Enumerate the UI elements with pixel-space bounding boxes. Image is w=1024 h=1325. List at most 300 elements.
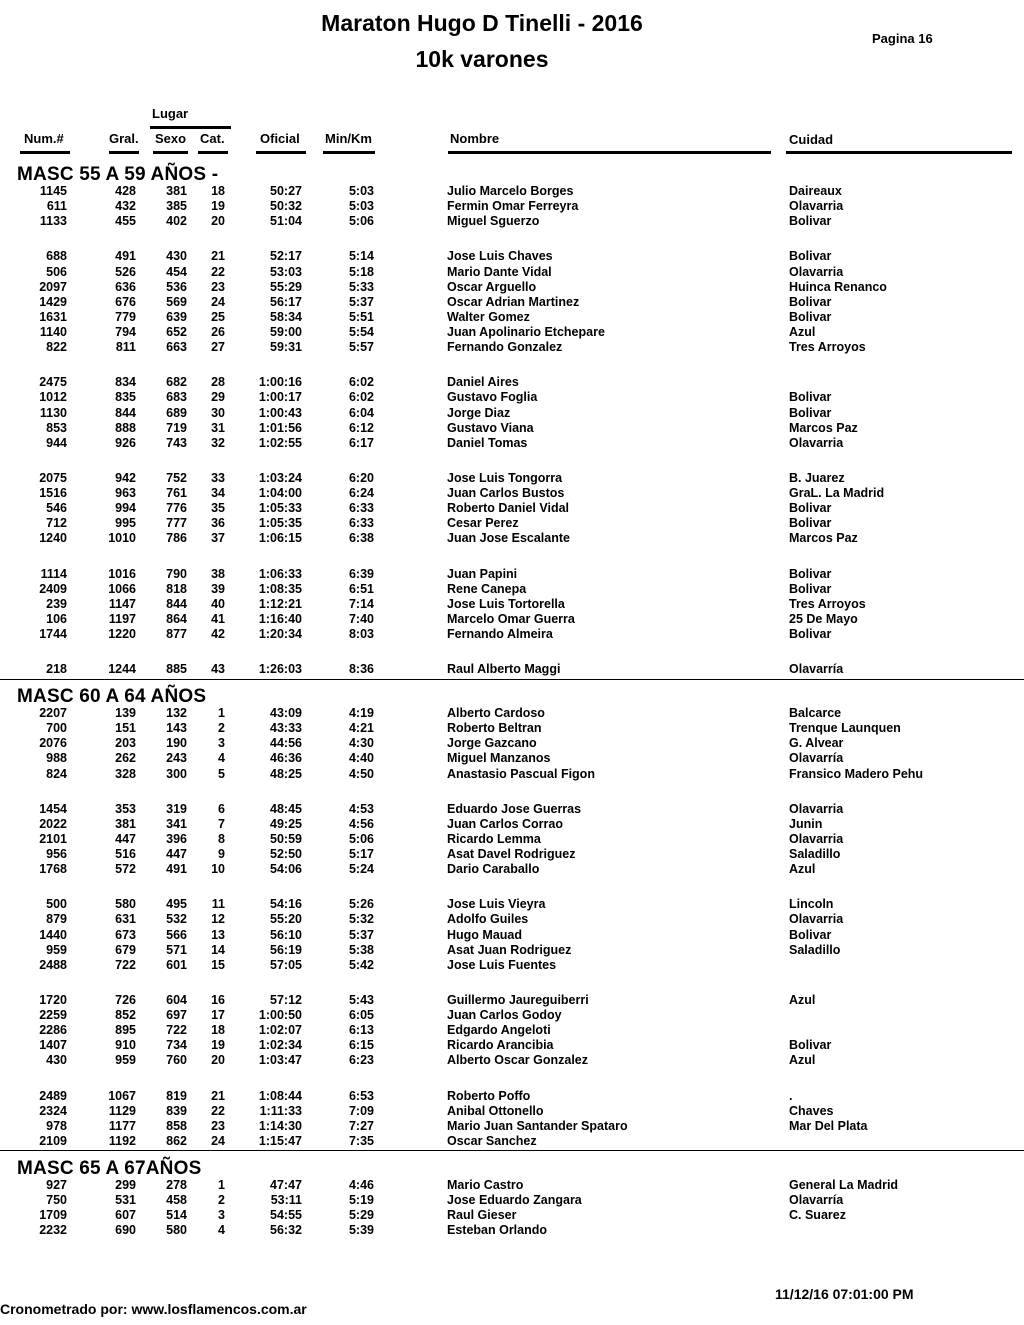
pace: 6:24: [348, 486, 374, 500]
runner-name: Fernando Almeira: [447, 627, 553, 641]
runner-name: Juan Carlos Godoy: [447, 1008, 562, 1022]
runner-name: Juan Carlos Bustos: [447, 486, 565, 500]
runner-name: Esteban Orlando: [447, 1223, 548, 1237]
gender-place: 864: [166, 612, 187, 626]
runner-city: Bolivar: [789, 1038, 832, 1052]
runner-city: Bolivar: [789, 390, 832, 404]
result-row: [0, 582, 1024, 597]
pace: 4:40: [348, 751, 374, 765]
bib-number: 2232: [39, 1223, 67, 1237]
category-place: 9: [218, 847, 225, 861]
bib-number: 2076: [39, 736, 67, 750]
gender-place: 719: [166, 421, 187, 435]
bib-number: 700: [46, 721, 67, 735]
result-row: [0, 958, 1024, 973]
overall-place: 1129: [108, 1104, 136, 1118]
result-row: [0, 214, 1024, 229]
gender-place: 652: [166, 325, 187, 339]
gender-place: 532: [166, 912, 187, 926]
overall-place: 673: [115, 928, 136, 942]
pace: 6:17: [348, 436, 374, 450]
overall-place: 895: [115, 1023, 136, 1037]
pace: 5:24: [348, 862, 374, 876]
bib-number: 2101: [39, 832, 67, 846]
pace: 6:05: [348, 1008, 374, 1022]
pace: 5:06: [348, 214, 374, 228]
runner-city: Balcarce: [789, 706, 842, 720]
gender-place: 569: [166, 295, 187, 309]
official-time: 1:02:34: [258, 1038, 302, 1052]
bib-number: 2475: [39, 375, 67, 389]
official-time: 1:15:47: [258, 1134, 302, 1148]
bib-number: 1145: [39, 184, 67, 198]
bib-number: 1516: [39, 486, 67, 500]
result-row: [0, 1208, 1024, 1223]
pace: 6:12: [348, 421, 374, 435]
runner-name: Jose Luis Vieyra: [447, 897, 546, 911]
runner-city: Saladillo: [789, 847, 841, 861]
overall-place: 942: [115, 471, 136, 485]
result-row: [0, 1104, 1024, 1119]
runner-city: Bolivar: [789, 582, 832, 596]
bib-number: 2075: [39, 471, 67, 485]
runner-name: Gustavo Viana: [447, 421, 534, 435]
bib-number: 1709: [39, 1208, 67, 1222]
pace: 7:27: [348, 1119, 374, 1133]
result-row: [0, 706, 1024, 721]
pace: 6:51: [348, 582, 374, 596]
category-place: 1: [218, 706, 225, 720]
runner-name: Alberto Cardoso: [447, 706, 545, 720]
gral-underline: [109, 151, 139, 154]
pace: 5:33: [348, 280, 374, 294]
nombre-underline: [448, 151, 771, 154]
result-row: [0, 325, 1024, 340]
runner-name: Anibal Ottonello: [447, 1104, 544, 1118]
result-row: [0, 1193, 1024, 1208]
overall-place: 963: [115, 486, 136, 500]
bib-number: 546: [46, 501, 67, 515]
official-time: 1:14:30: [258, 1119, 302, 1133]
runner-name: Anastasio Pascual Figon: [447, 767, 595, 781]
bib-number: 2409: [39, 582, 67, 596]
pace: 8:36: [348, 662, 374, 676]
gender-place: 536: [166, 280, 187, 294]
pace: 6:02: [348, 390, 374, 404]
official-time: 43:33: [270, 721, 302, 735]
overall-place: 1066: [108, 582, 136, 596]
runner-city: Bolivar: [789, 516, 832, 530]
runner-name: Jose Luis Tongorra: [447, 471, 563, 485]
pace: 7:40: [348, 612, 374, 626]
overall-place: 1220: [108, 627, 136, 641]
num-header: Num.#: [24, 131, 64, 146]
runner-name: Ricardo Arancibia: [447, 1038, 554, 1052]
pace: 5:03: [348, 184, 374, 198]
runner-city: GraL. La Madrid: [789, 486, 885, 500]
category-place: 35: [211, 501, 225, 515]
category-place: 33: [211, 471, 225, 485]
result-row: [0, 817, 1024, 832]
page-subtitle: 10k varones: [415, 46, 549, 72]
result-row: [0, 1178, 1024, 1193]
official-time: 48:25: [270, 767, 302, 781]
runner-city: Fransico Madero Pehu: [789, 767, 924, 781]
runner-name: Juan Jose Escalante: [447, 531, 570, 545]
result-row: [0, 993, 1024, 1008]
overall-place: 607: [115, 1208, 136, 1222]
overall-place: 1192: [108, 1134, 136, 1148]
pace: 6:33: [348, 501, 374, 515]
pace: 6:02: [348, 375, 374, 389]
category-place: 42: [211, 627, 225, 641]
ciudad-header: Cuidad: [789, 132, 834, 147]
category-place: 36: [211, 516, 225, 530]
result-row: [0, 199, 1024, 214]
category-place: 37: [211, 531, 225, 545]
result-row: [0, 928, 1024, 943]
runner-name: Oscar Sanchez: [447, 1134, 537, 1148]
bib-number: 927: [46, 1178, 67, 1192]
runner-name: Miguel Sguerzo: [447, 214, 540, 228]
gender-place: 243: [166, 751, 187, 765]
bib-number: 1454: [39, 802, 67, 816]
category-heading: MASC 60 A 64 AÑOS: [17, 686, 207, 707]
category-heading: MASC 55 A 59 AÑOS -: [17, 164, 219, 185]
bib-number: 1012: [39, 390, 67, 404]
cat-underline: [198, 151, 228, 154]
pace: 5:57: [348, 340, 374, 354]
bib-number: 500: [46, 897, 67, 911]
official-time: 56:17: [270, 295, 302, 309]
overall-place: 959: [115, 1053, 136, 1067]
category-place: 10: [211, 862, 225, 876]
runner-city: Lincoln: [789, 897, 834, 911]
runner-name: Asat Juan Rodriguez: [447, 943, 572, 957]
overall-place: 580: [115, 897, 136, 911]
category-place: 32: [211, 436, 225, 450]
category-place: 22: [211, 1104, 225, 1118]
minkm-header: Min/Km: [325, 131, 372, 146]
runner-name: Mario Dante Vidal: [447, 265, 552, 279]
runner-city: Bolivar: [789, 310, 832, 324]
gender-place: 786: [166, 531, 187, 545]
pace: 4:53: [348, 802, 374, 816]
official-time: 50:59: [270, 832, 302, 846]
result-row: [0, 662, 1024, 677]
bib-number: 1130: [39, 406, 67, 420]
category-place: 25: [211, 310, 225, 324]
bib-number: 611: [46, 199, 67, 213]
official-time: 58:34: [270, 310, 302, 324]
official-time: 59:31: [270, 340, 302, 354]
runner-name: Juan Carlos Corrao: [447, 817, 564, 831]
result-row: [0, 1008, 1024, 1023]
result-row: [0, 531, 1024, 546]
gender-place: 571: [166, 943, 187, 957]
pace: 5:19: [348, 1193, 374, 1207]
category-place: 28: [211, 375, 225, 389]
bib-number: 1407: [39, 1038, 67, 1052]
runner-name: Oscar Adrian Martinez: [447, 295, 580, 309]
pace: 4:46: [348, 1178, 374, 1192]
runner-city: Trenque Launquen: [789, 721, 901, 735]
gender-place: 722: [166, 1023, 187, 1037]
bib-number: 956: [46, 847, 67, 861]
gender-place: 862: [166, 1134, 187, 1148]
result-row: [0, 847, 1024, 862]
category-place: 39: [211, 582, 225, 596]
category-place: 4: [218, 751, 225, 765]
official-time: 1:00:17: [258, 390, 302, 404]
overall-place: 794: [115, 325, 136, 339]
overall-place: 690: [115, 1223, 136, 1237]
result-row: [0, 862, 1024, 877]
runner-city: Olavarría: [789, 1193, 844, 1207]
runner-name: Guillermo Jaureguiberri: [447, 993, 589, 1007]
gender-place: 839: [166, 1104, 187, 1118]
runner-name: Alberto Oscar Gonzalez: [447, 1053, 589, 1067]
ciudad-underline: [786, 151, 1012, 154]
bib-number: 879: [46, 912, 67, 926]
gral-header: Gral.: [109, 131, 139, 146]
category-place: 15: [211, 958, 225, 972]
official-time: 1:12:21: [258, 597, 302, 611]
result-row: [0, 249, 1024, 264]
official-time: 50:32: [270, 199, 302, 213]
category-place: 22: [211, 265, 225, 279]
gender-place: 132: [166, 706, 187, 720]
overall-place: 726: [115, 993, 136, 1007]
bib-number: 1429: [39, 295, 67, 309]
runner-city: Olavarria: [789, 265, 844, 279]
result-row: [0, 1223, 1024, 1238]
overall-place: 844: [115, 406, 136, 420]
bib-number: 2324: [39, 1104, 67, 1118]
result-row: [0, 501, 1024, 516]
runner-city: B. Juarez: [789, 471, 845, 485]
result-row: [0, 390, 1024, 405]
overall-place: 353: [115, 802, 136, 816]
bib-number: 2109: [39, 1134, 67, 1148]
pace: 5:32: [348, 912, 374, 926]
runner-name: Roberto Beltran: [447, 721, 542, 735]
minkm-underline: [323, 151, 375, 154]
pace: 7:14: [348, 597, 374, 611]
overall-place: 1244: [108, 662, 136, 676]
official-time: 55:29: [270, 280, 302, 294]
official-time: 57:05: [270, 958, 302, 972]
category-place: 31: [211, 421, 225, 435]
pace: 7:09: [348, 1104, 374, 1118]
overall-place: 262: [115, 751, 136, 765]
official-time: 1:00:16: [258, 375, 302, 389]
category-place: 18: [211, 184, 225, 198]
category-place: 26: [211, 325, 225, 339]
bib-number: 2259: [39, 1008, 67, 1022]
category-place: 24: [211, 1134, 225, 1148]
bib-number: 1133: [39, 214, 67, 228]
gender-place: 639: [166, 310, 187, 324]
runner-city: Daireaux: [789, 184, 842, 198]
result-row: [0, 1119, 1024, 1134]
official-time: 1:08:44: [258, 1089, 302, 1103]
runner-name: Juan Apolinario Etchepare: [447, 325, 605, 339]
gender-place: 491: [166, 862, 187, 876]
gender-place: 385: [166, 199, 187, 213]
runner-name: Raul Gieser: [447, 1208, 517, 1222]
category-place: 6: [218, 802, 225, 816]
pace: 5:37: [348, 928, 374, 942]
pace: 5:17: [348, 847, 374, 861]
runner-name: Mario Juan Santander Spataro: [447, 1119, 628, 1133]
official-time: 56:32: [270, 1223, 302, 1237]
runner-city: Saladillo: [789, 943, 841, 957]
pace: 4:21: [348, 721, 374, 735]
category-place: 27: [211, 340, 225, 354]
result-row: [0, 767, 1024, 782]
result-row: [0, 832, 1024, 847]
official-time: 52:50: [270, 847, 302, 861]
pace: 5:42: [348, 958, 374, 972]
official-time: 1:08:35: [258, 582, 302, 596]
bib-number: 106: [46, 612, 67, 626]
bib-number: 978: [46, 1119, 67, 1133]
overall-place: 428: [115, 184, 136, 198]
category-place: 43: [211, 662, 225, 676]
runner-name: Walter Gomez: [447, 310, 530, 324]
runner-city: Azul: [789, 993, 816, 1007]
result-row: [0, 736, 1024, 751]
official-time: 59:00: [270, 325, 302, 339]
result-row: [0, 943, 1024, 958]
runner-name: Eduardo Jose Guerras: [447, 802, 582, 816]
gender-place: 885: [166, 662, 187, 676]
runner-city: Junin: [789, 817, 823, 831]
pace: 5:29: [348, 1208, 374, 1222]
bib-number: 688: [46, 249, 67, 263]
category-place: 12: [211, 912, 225, 926]
gender-place: 777: [166, 516, 187, 530]
runner-name: Marcelo Omar Guerra: [447, 612, 575, 626]
overall-place: 994: [115, 501, 136, 515]
overall-place: 455: [115, 214, 136, 228]
runner-name: Jose Luis Tortorella: [447, 597, 565, 611]
pace: 6:20: [348, 471, 374, 485]
runner-city: Tres Arroyos: [789, 340, 866, 354]
gender-place: 300: [166, 767, 187, 781]
official-time: 1:05:35: [258, 516, 302, 530]
pace: 5:03: [348, 199, 374, 213]
official-time: 54:06: [270, 862, 302, 876]
overall-place: 531: [115, 1193, 136, 1207]
gender-place: 396: [166, 832, 187, 846]
gender-place: 819: [166, 1089, 187, 1103]
runner-city: Azul: [789, 1053, 816, 1067]
pace: 4:50: [348, 767, 374, 781]
gender-place: 776: [166, 501, 187, 515]
overall-place: 1177: [108, 1119, 136, 1133]
category-heading: MASC 65 A 67AÑOS: [17, 1158, 202, 1179]
gender-place: 734: [166, 1038, 187, 1052]
official-time: 56:10: [270, 928, 302, 942]
pace: 7:35: [348, 1134, 374, 1148]
runner-name: Rene Canepa: [447, 582, 527, 596]
category-place: 11: [211, 897, 225, 911]
gender-place: 190: [166, 736, 187, 750]
official-time: 57:12: [270, 993, 302, 1007]
category-place: 20: [211, 214, 225, 228]
lugar-underline: [150, 126, 231, 129]
overall-place: 572: [115, 862, 136, 876]
category-place: 40: [211, 597, 225, 611]
sexo-underline: [153, 151, 188, 154]
runner-name: Roberto Poffo: [447, 1089, 531, 1103]
overall-place: 631: [115, 912, 136, 926]
official-time: 1:00:43: [258, 406, 302, 420]
result-row: [0, 1089, 1024, 1104]
bib-number: 750: [46, 1193, 67, 1207]
category-place: 19: [211, 199, 225, 213]
runner-name: Adolfo Guiles: [447, 912, 529, 926]
pace: 6:33: [348, 516, 374, 530]
bib-number: 2488: [39, 958, 67, 972]
overall-place: 1010: [108, 531, 136, 545]
pace: 5:06: [348, 832, 374, 846]
runner-name: Jose Luis Chaves: [447, 249, 553, 263]
result-row: [0, 1023, 1024, 1038]
category-place: 34: [211, 486, 225, 500]
category-place: 7: [218, 817, 225, 831]
gender-place: 319: [166, 802, 187, 816]
runner-city: Bolivar: [789, 214, 832, 228]
overall-place: 852: [115, 1008, 136, 1022]
gender-place: 278: [166, 1178, 187, 1192]
gender-place: 682: [166, 375, 187, 389]
gender-place: 844: [166, 597, 187, 611]
overall-place: 328: [115, 767, 136, 781]
pace: 6:53: [348, 1089, 374, 1103]
result-row: [0, 597, 1024, 612]
section-divider: [0, 679, 1024, 680]
runner-city: Olavarría: [789, 751, 844, 765]
bib-number: 2207: [39, 706, 67, 720]
official-time: 44:56: [270, 736, 302, 750]
bib-number: 218: [46, 662, 67, 676]
pace: 5:39: [348, 1223, 374, 1237]
bib-number: 1720: [39, 993, 67, 1007]
gender-place: 818: [166, 582, 187, 596]
bib-number: 1631: [39, 310, 67, 324]
gender-place: 743: [166, 436, 187, 450]
category-place: 29: [211, 390, 225, 404]
overall-place: 926: [115, 436, 136, 450]
overall-place: 151: [115, 721, 136, 735]
runner-name: Miguel Manzanos: [447, 751, 551, 765]
bib-number: 2022: [39, 817, 67, 831]
overall-place: 526: [115, 265, 136, 279]
overall-place: 1016: [108, 567, 136, 581]
official-time: 53:03: [270, 265, 302, 279]
result-row: [0, 295, 1024, 310]
result-row: [0, 897, 1024, 912]
official-time: 51:04: [270, 214, 302, 228]
pace: 5:51: [348, 310, 374, 324]
bib-number: 959: [46, 943, 67, 957]
result-row: [0, 516, 1024, 531]
runner-name: Edgardo Angeloti: [447, 1023, 551, 1037]
gender-place: 601: [166, 958, 187, 972]
